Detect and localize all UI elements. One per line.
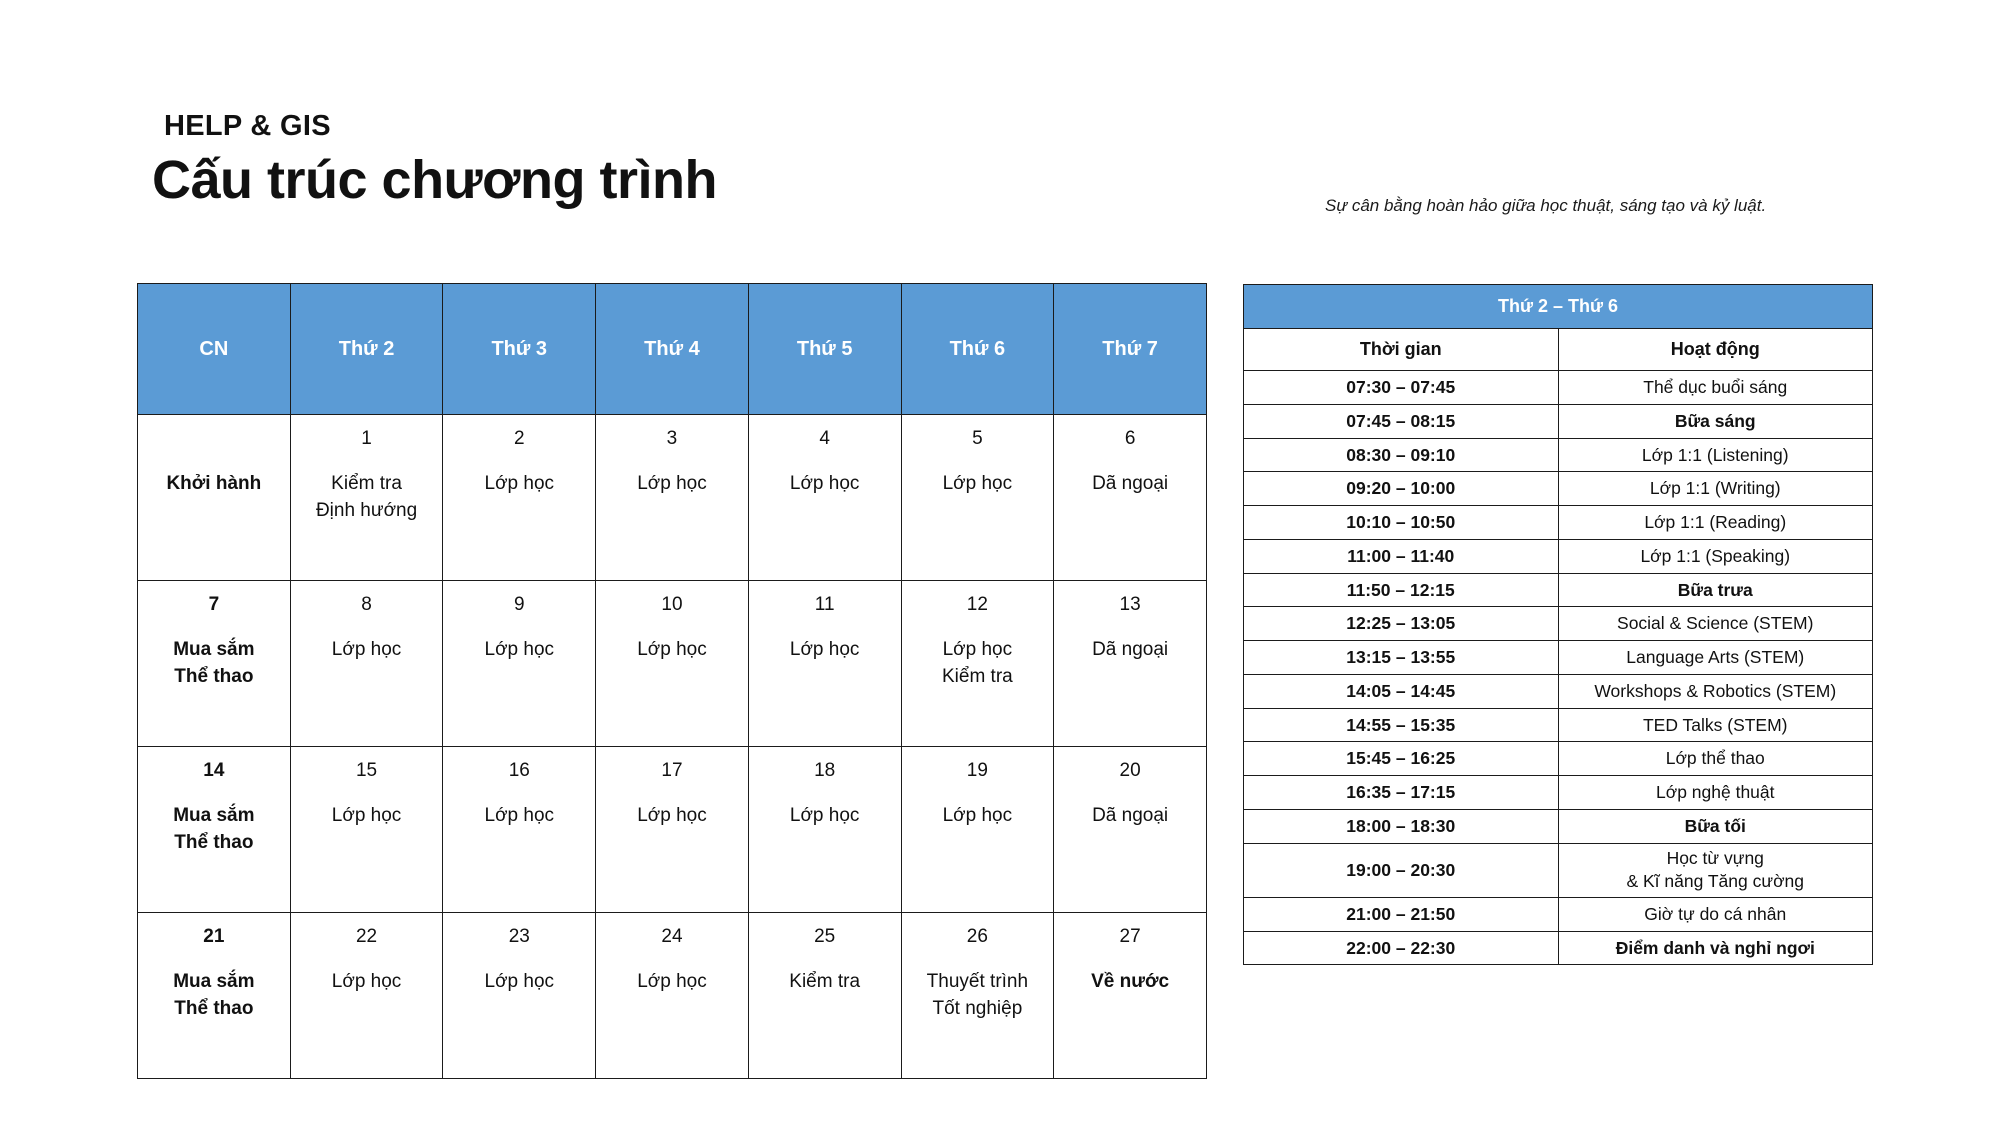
calendar-header-row [138,284,1207,415]
schedule-banner: Thứ 2 – Thứ 6 [1244,285,1873,329]
calendar-day-activity: Định hướng [315,499,418,521]
calendar-day-number: 19 [966,760,988,781]
schedule-col-head-0: Thời gian [1244,329,1559,371]
calendar-day-activity: Lớp học [637,472,707,494]
schedule-time: 11:00 – 11:40 [1244,539,1559,573]
calendar-day-number: 16 [508,760,530,781]
calendar-day-cell[interactable] [138,747,291,913]
calendar-day-cell[interactable] [748,913,901,1079]
calendar-col-head-5: Thứ 6 [901,284,1054,415]
schedule-activity: Lớp 1:1 (Listening) [1558,438,1873,472]
calendar-day-number: 25 [814,926,836,947]
schedule-time: 22:00 – 22:30 [1244,931,1559,965]
calendar-day-activity: Dã ngoại [1092,472,1169,494]
calendar-day-cell[interactable] [1054,415,1207,581]
schedule-row [1244,539,1873,573]
calendar-col-head-4: Thứ 5 [748,284,901,415]
schedule-activity: Language Arts (STEM) [1558,641,1873,675]
page-title: Cấu trúc chương trình [152,150,717,210]
calendar-day-cell[interactable] [748,581,901,747]
calendar-day-number: 10 [661,594,683,615]
schedule-activity: Lớp nghệ thuật [1558,776,1873,810]
calendar-week-row [138,747,1207,913]
calendar-day-activity: Mua sắm [173,638,255,660]
schedule-activity: TED Talks (STEM) [1558,708,1873,742]
calendar-week-row [138,415,1207,581]
calendar-day-cell[interactable] [1054,747,1207,913]
calendar-day-number: 17 [661,760,683,781]
calendar-day-cell[interactable] [290,581,443,747]
schedule-header-row [1244,329,1873,371]
calendar-day-number: 21 [203,926,225,947]
calendar-day-cell[interactable] [290,747,443,913]
calendar-day-number: 7 [208,594,220,615]
schedule-activity: Lớp 1:1 (Speaking) [1558,539,1873,573]
schedule-row [1244,371,1873,405]
calendar-day-number: 12 [966,594,988,615]
calendar-day-cell[interactable] [290,415,443,581]
schedule-row [1244,931,1873,965]
calendar-day-activity: Lớp học [484,638,555,660]
calendar-day-activity: Thể thao [174,831,254,853]
calendar-day-number: 27 [1119,926,1141,947]
calendar-col-head-0: CN [138,284,291,415]
schedule-row [1244,472,1873,506]
calendar-day-cell[interactable] [443,415,596,581]
calendar-day-number: 1 [361,428,372,449]
calendar-day-activity: Lớp học [942,804,1013,826]
daily-schedule-table [1243,284,1873,965]
schedule-time: 14:55 – 15:35 [1244,708,1559,742]
calendar-day-activity: Kiểm tra [789,970,861,992]
calendar-day-activity: Lớp học [484,472,555,494]
calendar-day-activity: Lớp học [637,804,707,826]
calendar-day-activity: Lớp học [484,804,555,826]
schedule-time: 10:10 – 10:50 [1244,506,1559,540]
calendar-day-cell[interactable] [596,747,749,913]
calendar-day-cell[interactable] [901,581,1054,747]
schedule-activity: Học từ vựng & Kĩ năng Tăng cường [1558,843,1873,897]
calendar-day-cell[interactable] [290,913,443,1079]
calendar-day-number: 13 [1119,594,1141,615]
schedule-activity: Giờ tự do cá nhân [1558,897,1873,931]
calendar-day-cell[interactable] [443,913,596,1079]
schedule-time: 12:25 – 13:05 [1244,607,1559,641]
schedule-col-head-1: Hoạt động [1558,329,1873,371]
calendar-week-row [138,913,1207,1079]
calendar-day-cell[interactable] [901,415,1054,581]
calendar-day-activity: Lớp học [484,970,555,992]
calendar-day-number: 24 [661,926,683,947]
schedule-activity: Lớp 1:1 (Reading) [1558,506,1873,540]
calendar-day-number: 8 [361,594,372,615]
header [152,110,1302,211]
calendar-week-row [138,581,1207,747]
calendar-day-activity: Lớp học [637,638,707,660]
calendar-day-activity: Lớp học [789,472,860,494]
schedule-activity: Bữa tối [1558,809,1873,843]
schedule-activity: Workshops & Robotics (STEM) [1558,674,1873,708]
calendar-day-activity: Lớp học [942,638,1013,660]
schedule-row [1244,506,1873,540]
calendar-day-cell[interactable] [901,747,1054,913]
calendar-day-number: 18 [814,760,836,781]
calendar-day-activity: Mua sắm [173,804,255,826]
calendar-day-number: 22 [355,926,378,947]
calendar-day-cell[interactable] [138,913,291,1079]
calendar-day-number: 23 [508,926,530,947]
calendar-day-cell[interactable] [748,415,901,581]
schedule-row [1244,438,1873,472]
brand-eyebrow: HELP & GIS [164,110,331,142]
calendar-day-number: 11 [814,594,835,615]
calendar-day-activity: Lớp học [331,970,402,992]
calendar-col-head-6: Thứ 7 [1054,284,1207,415]
calendar-day-cell[interactable] [443,581,596,747]
schedule-time: 18:00 – 18:30 [1244,809,1559,843]
schedule-time: 21:00 – 21:50 [1244,897,1559,931]
calendar-day-number: 5 [972,428,983,449]
calendar-day-number: 14 [203,760,225,781]
schedule-row [1244,607,1873,641]
calendar-col-head-1: Thứ 2 [290,284,443,415]
schedule-row [1244,843,1873,897]
schedule-banner-row [1244,285,1873,329]
schedule-row [1244,404,1873,438]
schedule-row [1244,674,1873,708]
calendar-day-number: 4 [819,428,830,449]
schedule-time: 16:35 – 17:15 [1244,776,1559,810]
calendar-day-number: 26 [966,926,988,947]
calendar-col-head-3: Thứ 4 [596,284,749,415]
schedule-activity: Điểm danh và nghỉ ngơi [1558,931,1873,965]
schedule-time: 14:05 – 14:45 [1244,674,1559,708]
calendar-day-activity: Dã ngoại [1092,638,1169,660]
schedule-row [1244,708,1873,742]
calendar-day-cell[interactable] [748,747,901,913]
calendar-day-number: 15 [355,760,378,781]
calendar-table [137,283,1207,1079]
calendar-day-activity: Dã ngoại [1092,804,1169,826]
schedule-time: 07:45 – 08:15 [1244,404,1559,438]
calendar-day-number: 3 [666,428,678,449]
schedule-activity: Social & Science (STEM) [1558,607,1873,641]
calendar-day-activity: Thuyết trình [926,970,1029,992]
calendar-day-activity: Khởi hành [166,472,262,494]
calendar-day-number: 6 [1124,428,1136,449]
calendar-day-activity: Kiểm tra [941,665,1013,687]
calendar-col-head-2: Thứ 3 [443,284,596,415]
calendar-day-activity: Lớp học [331,804,402,826]
calendar-day-cell[interactable] [901,913,1054,1079]
schedule-time: 08:30 – 09:10 [1244,438,1559,472]
calendar-day-number [142,425,286,453]
schedule-time: 19:00 – 20:30 [1244,843,1559,897]
calendar-day-cell[interactable] [596,581,749,747]
calendar-day-number: 9 [513,594,525,615]
calendar-day-cell[interactable] [596,415,749,581]
calendar-day-activity: Tốt nghiệp [932,997,1023,1019]
calendar-day-activity: Kiểm tra [331,472,402,494]
calendar-day-activity: Thể thao [174,997,254,1019]
schedule-activity: Bữa trưa [1558,573,1873,607]
calendar-day-activity: Lớp học [637,970,707,992]
schedule-time: 13:15 – 13:55 [1244,641,1559,675]
calendar-day-activity: Thể thao [174,665,254,687]
schedule-time: 11:50 – 12:15 [1244,573,1559,607]
schedule-row [1244,573,1873,607]
calendar-day-cell[interactable] [596,913,749,1079]
schedule-row [1244,776,1873,810]
calendar-day-activity: Lớp học [942,472,1013,494]
schedule-time: 15:45 – 16:25 [1244,742,1559,776]
calendar-day-activity: Lớp học [789,804,860,826]
schedule-activity: Thể dục buổi sáng [1558,371,1873,405]
schedule-activity: Bữa sáng [1558,404,1873,438]
schedule-row [1244,742,1873,776]
calendar-day-number: 20 [1119,760,1141,781]
schedule-time: 07:30 – 07:45 [1244,371,1559,405]
calendar-day-number: 2 [513,428,525,449]
schedule-row [1244,897,1873,931]
calendar-day-activity: Mua sắm [173,970,255,992]
calendar-day-activity: Lớp học [331,638,402,660]
tagline: Sự cân bằng hoàn hảo giữa học thuật, sáng tạo và kỷ luật. [1325,196,1767,215]
calendar-day-cell[interactable] [138,581,291,747]
calendar-day-cell[interactable] [1054,581,1207,747]
schedule-time: 09:20 – 10:00 [1244,472,1559,506]
calendar-day-cell[interactable] [443,747,596,913]
calendar-day-activity: Về nước [1091,970,1170,992]
calendar-day-cell[interactable] [138,415,291,581]
schedule-activity: Lớp 1:1 (Writing) [1558,472,1873,506]
schedule-row [1244,641,1873,675]
schedule-activity: Lớp thể thao [1558,742,1873,776]
calendar-day-activity: Lớp học [789,638,860,660]
schedule-row [1244,809,1873,843]
calendar-day-cell[interactable] [1054,913,1207,1079]
